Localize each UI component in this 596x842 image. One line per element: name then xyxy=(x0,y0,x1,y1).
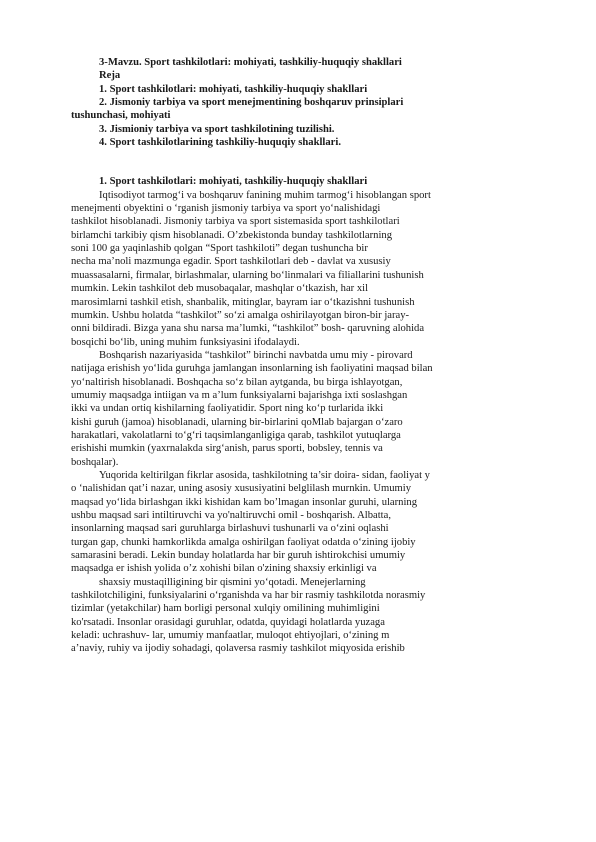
plan-item: 3. Jismioniy tarbiya va sport tashkilotining tuzilishi. xyxy=(99,123,335,135)
plan-item-continuation: tushunchasi, mohiyati xyxy=(71,110,171,122)
body-line: muassasalarni, firmalar, birlashmalar, ularning bo‘linmalari va filiallarini tushunish xyxy=(71,269,424,281)
body-line: boshqalar). xyxy=(71,456,119,468)
body-line: necha ma’noli mazmunga egadir. Sport tashkilotlari deb - davlat va xususiy xyxy=(71,256,391,268)
body-line: natijaga erishish yo‘lida guruhga jamlangan insonlarning ish faoliyatini maqsad bilan xyxy=(71,363,433,375)
body-line: maqsad yo‘lida birlashgan ikki kishidan kam bo’lmagan insonlar guruhi, ularning xyxy=(71,496,417,508)
body-line: harakatlari, vakolatlarni to‘g‘ri taqsimlanganligiga qarab, tashkilot yutuqlarga xyxy=(71,429,401,441)
body-line: menejmenti obyektini o ‘rganish jismoniy tarbiya va sport yo‘nalishidagi xyxy=(71,203,381,215)
body-line: turgan gap, chunki hamkorlikda amalga oshirilgan faoliyat odatda o‘zining ijobiy xyxy=(71,536,416,548)
body-line: Iqtisodiyot tarmog‘i va boshqaruv fanining muhim tarmog‘i hisoblangan sport xyxy=(99,189,431,201)
body-line: o ‘nalishidan qat’i nazar, uning asosiy xususiyatini belglilash murnkin. Umumiy xyxy=(71,483,411,495)
body-line: bosqichi bo‘lib, uning muhim funksiyasini ifodalaydi. xyxy=(71,336,300,348)
body-line: yo‘naltirish hisoblanadi. Boshqacha so‘z bilan aytganda, bu birga ishlayotgan, xyxy=(71,376,403,388)
body-line: mumkin. Lekin tashkilot deb musobaqalar, mashqlar o‘tkazish, har xil xyxy=(71,283,369,295)
body-line: keladi: uchrashuv- lar, umumiy manfaatlar, muloqot ehtiyojlari, o‘zining m xyxy=(71,630,390,642)
topic-title: 3-Mavzu. Sport tashkilotlari: mohiyati, tashkiliy-huquqiy shakllari xyxy=(99,57,402,68)
body-line: Boshqarish nazariyasida “tashkilot” birinchi navbatda umu miy - pirovard xyxy=(99,349,413,361)
body-line: ushbu maqsad sari intiltiruvchi va yo'naltiruvchi omil - boshqarish. Albatta, xyxy=(71,510,391,521)
plan-item: 4. Sport tashkilotlarining tashkiliy-huquqiy shakllari. xyxy=(99,137,341,149)
body-line: onni bildiradi. Bizga yana shu narsa ma’lumki, “tashkilot” bosh- qaruvning alohida xyxy=(71,323,425,335)
body-line: tashkilotchiligini, funksiyalarini o‘rganishda va har bir rasmiy tashkilotda norasmiy xyxy=(71,590,426,602)
document-page xyxy=(71,56,530,656)
body-line: marosimlarni tashkil etish, shanbalik, mitinglar, bayram iar o‘tkazishni tushunish xyxy=(71,296,415,308)
body-line: soni 100 ga yaqinlashib qolgan “Sport tashkiloti” degan tushuncha bir xyxy=(71,243,368,255)
body-line: samarasini beradi. Lekin bunday holatlarda har bir guruh ishtirokchisi umumiy xyxy=(71,550,406,562)
body-line: tizimlar (yetakchilar) ham borligi personal xulqiy omilining muhimligini xyxy=(71,603,380,615)
body-line: erishishi mumkin (yaxrnalakda sirg‘anish, parus sporti, bobsley, tennis va xyxy=(71,443,383,455)
body-line: Yuqorida keltirilgan fikrlar asosida, tashkilotning ta’sir doira- sidan, faoliyat y xyxy=(99,469,430,481)
body-line: ko'rsatadi. Insonlar orasidagi guruhlar, odatda, quyidagi holatlarda yuzaga xyxy=(71,616,385,628)
plan-item: 1. Sport tashkilotlari: mohiyati, tashkiliy-huquqiy shakllari xyxy=(99,83,368,95)
body-line: maqsadga er ishish yolida o’z xohishi bilan o'zining shaxsiy erkinligi va xyxy=(71,563,377,575)
body-line: birlamchi tarkibiy qism hisoblanadi. O’zbekistonda bunday tashkilotlarning xyxy=(71,229,392,241)
body-line: kishi guruh (jamoa) hisoblanadi, ularning bir-birlarini qoMlab bajargan o‘zaro xyxy=(71,416,403,428)
body-line: tashkilot hisoblanadi. Jismoniy tarbiya va sport sistemasida sport tashkilotlari xyxy=(71,216,400,228)
section-heading: 1. Sport tashkilotlari: mohiyati, tashkiliy-huquqiy shakllari xyxy=(99,176,368,188)
body-line: umumiy maqsadga intiigan va m a’lum funksiyalarni bajarishga ixti soslashgan xyxy=(71,389,408,401)
spacer xyxy=(71,149,530,175)
plan-item: 2. Jismoniy tarbiya va sport menejmentining boshqaruv prinsiplari xyxy=(99,97,404,109)
body-line: insonlarning maqsad sari guruhlarga birlashuvi tushunarli va o‘zini oqlashi xyxy=(71,523,389,535)
body-line: ikki va undan ortiq kishilarning faoliyatidir. Sport ning ko‘p turlarida ikki xyxy=(71,403,384,415)
body-line: mumkin. Ushbu holatda “tashkilot” so‘zi amalga oshirilayotgan biron-bir jaray- xyxy=(71,309,410,321)
body-line: a’naviy, ruhiy va ijodiy sohadagi, qolaversa rasmiy tashkilot miqyosida erishib xyxy=(71,643,405,655)
plan-label: Reja xyxy=(99,70,121,82)
body-line: shaxsiy mustaqilligining bir qismini yo‘qotadi. Menejerlarning xyxy=(99,576,366,588)
